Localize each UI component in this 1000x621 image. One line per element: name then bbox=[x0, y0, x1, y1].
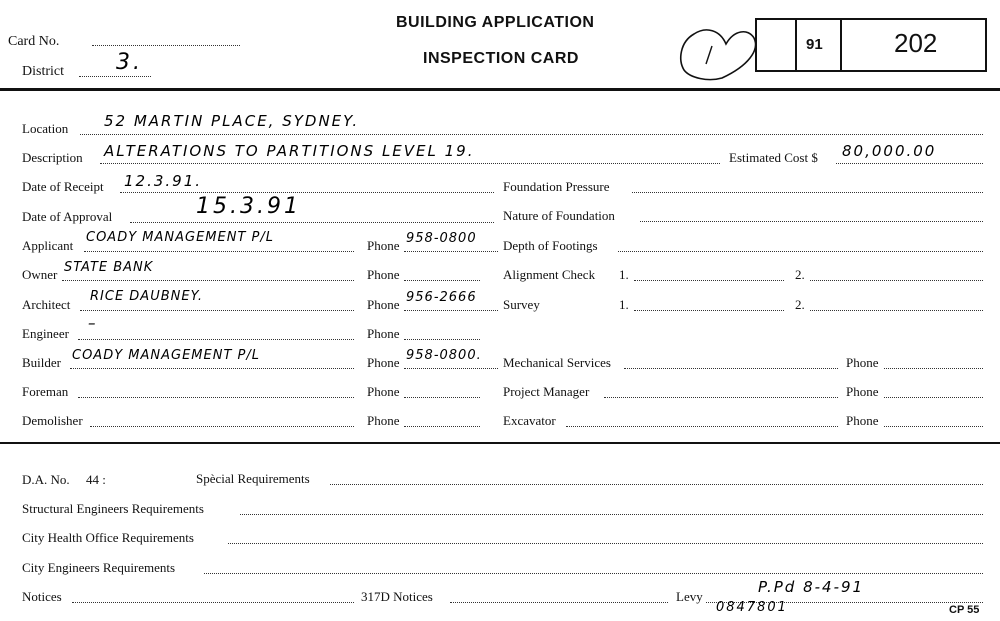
builder-phone-value: 958-0800. bbox=[406, 348, 482, 363]
structural-line[interactable] bbox=[240, 514, 983, 515]
notices-317d-label: 317D Notices bbox=[361, 589, 433, 604]
title-line2: INSPECTION CARD bbox=[423, 50, 579, 67]
owner-label: Owner bbox=[22, 267, 58, 282]
foreman-line[interactable] bbox=[78, 397, 354, 398]
box-year: 91 bbox=[806, 36, 823, 53]
architect-phone-line[interactable] bbox=[404, 310, 498, 311]
depth-footings-line[interactable] bbox=[618, 251, 983, 252]
alignment-check-label: Alignment Check bbox=[503, 267, 596, 282]
date-receipt-value: 12.3.91. bbox=[124, 172, 203, 190]
special-requirements-line[interactable] bbox=[330, 484, 983, 485]
health-line[interactable] bbox=[228, 543, 983, 544]
engineers-line[interactable] bbox=[204, 573, 983, 574]
levy-value: P.Pd 8-4-91 bbox=[758, 578, 865, 596]
date-approval-value: 15.3.91 bbox=[196, 194, 301, 219]
form-code: CP 55 bbox=[949, 604, 980, 616]
builder-line[interactable] bbox=[70, 368, 354, 369]
applicant-line[interactable] bbox=[84, 251, 354, 252]
card-number-box bbox=[755, 18, 987, 72]
alignment-line2[interactable] bbox=[810, 280, 983, 281]
applicant-phone-label: Phone bbox=[367, 238, 400, 253]
description-value: ALTERATIONS TO PARTITIONS LEVEL 19. bbox=[104, 142, 475, 160]
date-receipt-label: Date of Receipt bbox=[22, 179, 104, 194]
excavator-phone-line[interactable] bbox=[884, 426, 983, 427]
applicant-phone-line[interactable] bbox=[404, 251, 498, 252]
alignment-line1[interactable] bbox=[634, 280, 784, 281]
owner-line[interactable] bbox=[62, 280, 354, 281]
district-line[interactable] bbox=[79, 76, 151, 77]
foreman-label: Foreman bbox=[22, 384, 69, 399]
survey-label: Survey bbox=[503, 297, 540, 312]
date-approval-line[interactable] bbox=[130, 222, 494, 223]
mechanical-line[interactable] bbox=[624, 368, 838, 369]
location-line[interactable] bbox=[80, 134, 983, 135]
owner-phone-label: Phone bbox=[367, 267, 400, 282]
notices-317d-line[interactable] bbox=[450, 602, 668, 603]
card-no-label: Card No. bbox=[8, 34, 60, 49]
survey-num1: 1. bbox=[619, 297, 629, 312]
section-rule bbox=[0, 442, 1000, 444]
engineers-label: City Engineers Requirements bbox=[22, 560, 176, 575]
owner-value: STATE BANK bbox=[64, 260, 154, 275]
demolisher-phone-line[interactable] bbox=[404, 426, 480, 427]
box-divider-1 bbox=[795, 20, 797, 70]
nature-foundation-label: Nature of Foundation bbox=[503, 208, 615, 223]
district-label: District bbox=[22, 64, 64, 79]
special-requirements-label: Spècial Requirements bbox=[196, 471, 310, 486]
structural-label: Structural Engineers Requirements bbox=[22, 501, 204, 516]
description-line[interactable] bbox=[100, 163, 720, 164]
architect-phone-value: 956-2666 bbox=[406, 290, 477, 305]
demolisher-phone-label: Phone bbox=[367, 413, 400, 428]
applicant-label: Applicant bbox=[22, 238, 74, 253]
project-manager-phone-label: Phone bbox=[846, 384, 879, 399]
applicant-value: COADY MANAGEMENT P/L bbox=[86, 230, 274, 245]
date-approval-label: Date of Approval bbox=[22, 209, 113, 224]
foundation-pressure-line[interactable] bbox=[632, 192, 983, 193]
alignment-num1: 1. bbox=[619, 267, 629, 282]
demolisher-label: Demolisher bbox=[22, 413, 83, 428]
survey-line2[interactable] bbox=[810, 310, 983, 311]
survey-num2: 2. bbox=[795, 297, 805, 312]
estimated-cost-value: 80,000.00 bbox=[842, 142, 937, 160]
engineer-phone-line[interactable] bbox=[404, 339, 480, 340]
excavator-phone-label: Phone bbox=[846, 413, 879, 428]
date-receipt-line[interactable] bbox=[120, 192, 494, 193]
da-value: 44 : bbox=[86, 472, 106, 487]
notices-line[interactable] bbox=[72, 602, 354, 603]
mechanical-phone-label: Phone bbox=[846, 355, 879, 370]
location-label: Location bbox=[22, 121, 69, 136]
health-label: City Health Office Requirements bbox=[22, 530, 194, 545]
architect-line[interactable] bbox=[80, 310, 354, 311]
header-rule bbox=[0, 88, 1000, 91]
da-label: D.A. No. bbox=[22, 472, 70, 487]
location-value: 52 MARTIN PLACE, SYDNEY. bbox=[104, 112, 360, 130]
handwritten-number: 0847801 bbox=[716, 600, 788, 615]
applicant-phone-value: 958-0800 bbox=[406, 231, 477, 246]
engineer-value: – bbox=[88, 314, 98, 332]
foreman-phone-label: Phone bbox=[367, 384, 400, 399]
survey-line1[interactable] bbox=[634, 310, 784, 311]
notices-label: Notices bbox=[22, 589, 62, 604]
architect-value: RICE DAUBNEY. bbox=[90, 289, 203, 304]
builder-phone-label: Phone bbox=[367, 355, 400, 370]
nature-foundation-line[interactable] bbox=[640, 221, 983, 222]
box-divider-2 bbox=[840, 20, 842, 70]
title-line1: BUILDING APPLICATION bbox=[396, 14, 595, 31]
excavator-label: Excavator bbox=[503, 413, 556, 428]
builder-label: Builder bbox=[22, 355, 61, 370]
box-number: 202 bbox=[894, 28, 938, 58]
district-value: 3. bbox=[116, 50, 143, 75]
engineer-line[interactable] bbox=[78, 339, 354, 340]
card-no-line[interactable] bbox=[92, 45, 240, 46]
excavator-line[interactable] bbox=[566, 426, 838, 427]
project-manager-phone-line[interactable] bbox=[884, 397, 983, 398]
estimated-cost-label: Estimated Cost $ bbox=[729, 150, 818, 165]
heart-sketch-icon bbox=[676, 20, 760, 82]
architect-label: Architect bbox=[22, 297, 71, 312]
project-manager-line[interactable] bbox=[604, 397, 838, 398]
owner-phone-line[interactable] bbox=[404, 280, 480, 281]
demolisher-line[interactable] bbox=[90, 426, 354, 427]
mechanical-label: Mechanical Services bbox=[503, 355, 611, 370]
depth-footings-label: Depth of Footings bbox=[503, 238, 598, 253]
alignment-num2: 2. bbox=[795, 267, 805, 282]
description-label: Description bbox=[22, 150, 83, 165]
architect-phone-label: Phone bbox=[367, 297, 400, 312]
engineer-label: Engineer bbox=[22, 326, 69, 341]
foreman-phone-line[interactable] bbox=[404, 397, 480, 398]
levy-label: Levy bbox=[676, 589, 703, 604]
builder-value: COADY MANAGEMENT P/L bbox=[72, 348, 260, 363]
foundation-pressure-label: Foundation Pressure bbox=[503, 179, 610, 194]
project-manager-label: Project Manager bbox=[503, 384, 590, 399]
builder-phone-line[interactable] bbox=[404, 368, 498, 369]
estimated-cost-line[interactable] bbox=[836, 163, 983, 164]
engineer-phone-label: Phone bbox=[367, 326, 400, 341]
mechanical-phone-line[interactable] bbox=[884, 368, 983, 369]
